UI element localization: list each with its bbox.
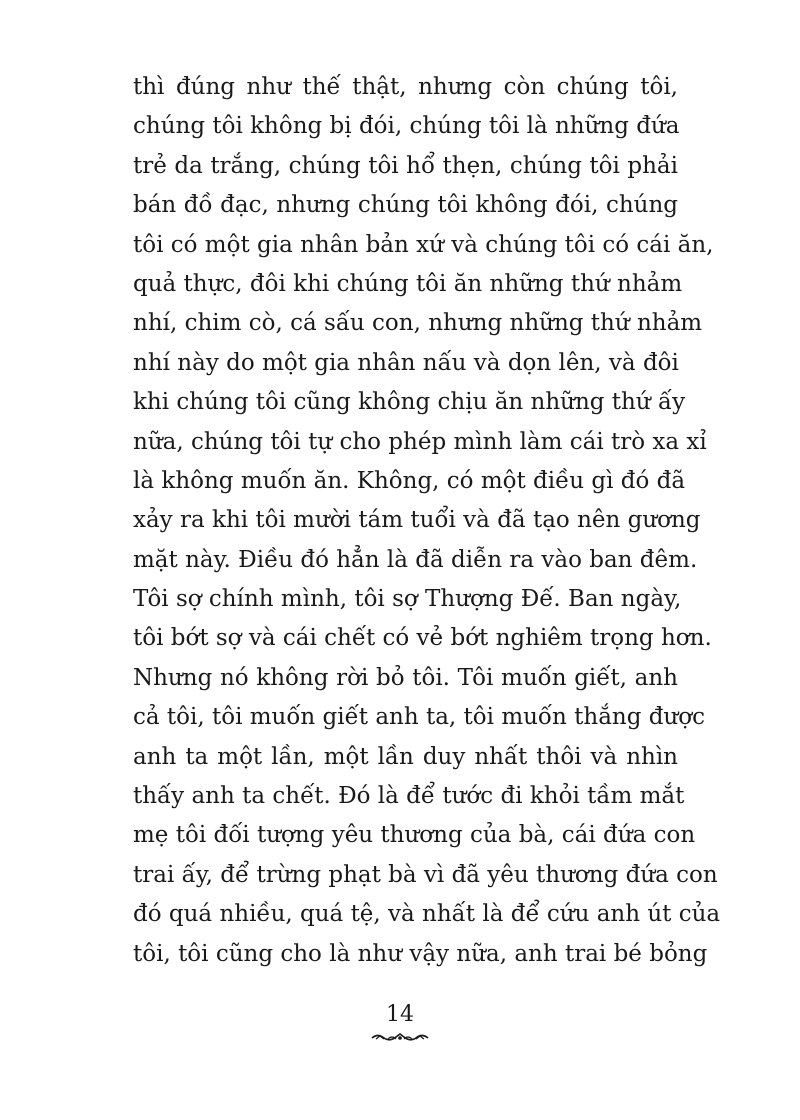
text-line: tôi có một gia nhân bản xứ và chúng tôi có cái ăn, (133, 231, 714, 258)
text-line: Tôi sợ chính mình, tôi sợ Thượng Đế. Ban ngày, (133, 586, 682, 613)
text-line: nhí, chim cò, cá sấu con, nhưng những thứ nhảm (133, 310, 703, 337)
text-line: xảy ra khi tôi mười tám tuổi và đã tạo nên gương (133, 507, 701, 534)
text-line: nữa, chúng tôi tự cho phép mình làm cái trò xa xỉ (133, 428, 707, 455)
decorative-flourish-icon (370, 1032, 430, 1042)
page-number: 14 (386, 1002, 414, 1027)
text-line: cả tôi, tôi muốn giết anh ta, tôi muốn thắng được (133, 704, 706, 731)
text-line: tôi, tôi cũng cho là như vậy nữa, anh trai bé bỏng (133, 940, 708, 967)
text-line: quả thực, đôi khi chúng tôi ăn những thứ nhảm (133, 270, 683, 297)
text-line: khi chúng tôi cũng không chịu ăn những thứ ấy (133, 389, 686, 416)
text-line: thì đúng như thế thật, nhưng còn chúng tôi, (133, 74, 678, 100)
text-line: đó quá nhiều, quá tệ, và nhất là để cứu anh út của (133, 901, 721, 928)
text-line: là không muốn ăn. Không, có một điều gì đó đã (133, 467, 686, 494)
text-line: trẻ da trắng, chúng tôi hổ thẹn, chúng tôi phải (133, 152, 678, 179)
text-line: tôi bớt sợ và cái chết có vẻ bớt nghiêm trọng hơn. (133, 625, 712, 652)
text-line: mặt này. Điều đó hẳn là đã diễn ra vào ban đêm. (133, 546, 698, 573)
text-line: bán đồ đạc, nhưng chúng tôi không đói, chúng (133, 192, 678, 219)
text-line: mẹ tôi đối tượng yêu thương của bà, cái đứa con (133, 822, 696, 849)
text-line: chúng tôi không bị đói, chúng tôi là những đứa (133, 113, 680, 140)
text-line: trai ấy, để trừng phạt bà vì đã yêu thương đứa con (133, 861, 718, 888)
text-line: thấy anh ta chết. Đó là để tước đi khỏi tầm mắt (133, 783, 685, 810)
text-line: nhí này do một gia nhân nấu và dọn lên, và đôi (133, 349, 679, 376)
page-footer (0, 1002, 800, 1042)
text-line: anh ta một lần, một lần duy nhất thôi và nhìn (133, 743, 678, 770)
body-text (133, 68, 721, 974)
text-line: Nhưng nó không rời bỏ tôi. Tôi muốn giết, anh (133, 664, 678, 691)
